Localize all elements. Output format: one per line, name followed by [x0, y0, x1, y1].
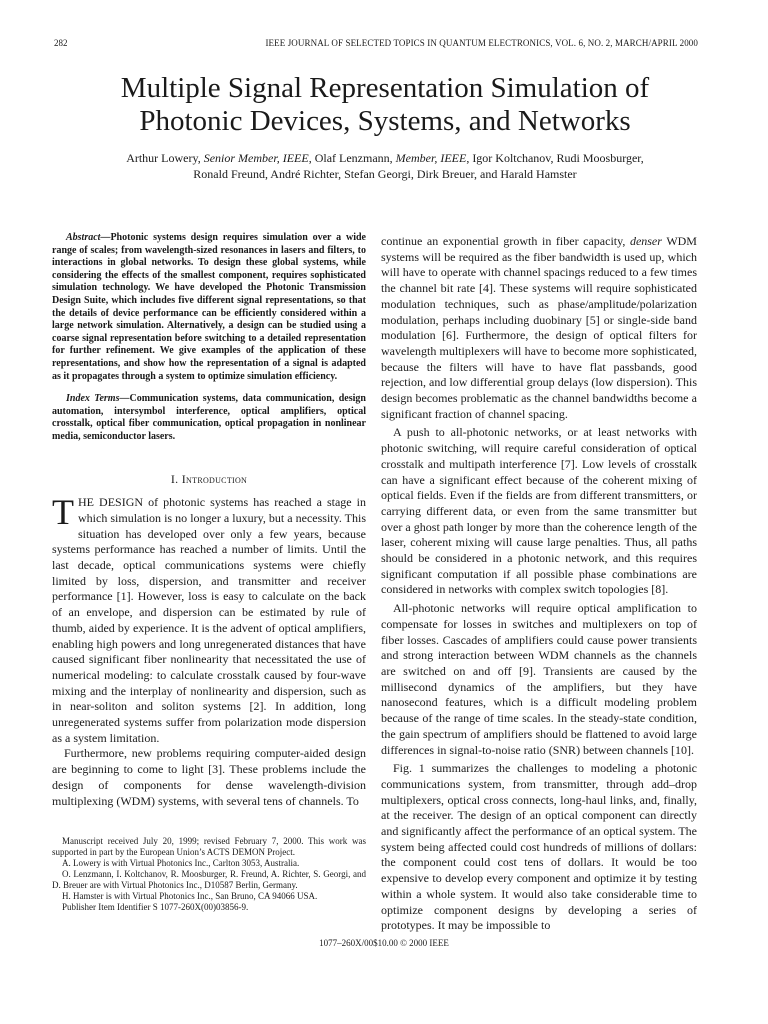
intro-paragraph-2: Furthermore, new problems requiring computer-aided design are beginning to come to light [3]. These problems include the design of components for dense wavelength-division multiplexing (WDM) systems, with several tens of channels. To: [52, 746, 366, 808]
title-line-2: Photonic Devices, Systems, and Networks: [139, 105, 631, 137]
footnote: A. Lowery is with Virtual Photonics Inc., Carlton 3053, Australia.: [62, 858, 300, 868]
footnote: H. Hamster is with Virtual Photonics Inc., San Bruno, CA 94066 USA.: [62, 891, 318, 901]
emphasis-text: denser: [629, 234, 662, 248]
paragraph-text: WDM systems will be required as the fiber bandwidth is used up, which will have to operate with channel spacings reduced to a few times the channel bit rate [4]. These systems will require sophisticated modulation techniques, such as phase/amplitude/polarization modulation, perhaps including duobinary [5] or single-side band modulation [6]. Furthermore, the design of optical filters for wavelength multiplexers will have to become more sophisticated, because the filters will have to have flat passbands, good rejection, and low differential group delays (low dispersion). This design becomes problematic as the channel bandwidths become a significant fraction of channel spacing.: [381, 234, 697, 421]
paragraph-text: HE DESIGN of photonic systems has reached a stage in which simulation is no longer a luxury, but a necessity. This situation has developed over only a few years, because systems performance has reached a number of limits. Until the last decade, optical communications systems were chiefly limited by loss, dispersion, and transmitter and receiver performance [1]. However, loss is easy to calculate on the back of an envelope, and dispersion can be estimated by rule of thumb, aided by experience. It is the advent of optical amplifiers, enabling high powers and long unregenerated distances that have caused significant fiber nonlinearity that necessitated the use of numerical modeling: to calculate crosstalk caused by four-wave mixing and the interplay of nonlinearity and dispersion, such as in near-soliton and soliton systems [2]. In addition, long unregenerated systems suffer from polarization mode dispersion as a system limitation.: [52, 495, 366, 745]
running-header: IEEE JOURNAL OF SELECTED TOPICS IN QUANTUM ELECTRONICS, VOL. 6, NO. 2, MARCH/APRIL 2000: [265, 38, 698, 48]
footnote: Publisher Item Identifier S 1077-260X(00)03856-9.: [62, 902, 249, 912]
footnote: Manuscript received July 20, 1999; revised February 7, 2000. This work was supported in part by the European Union’s ACTS DEMON Project.: [52, 836, 366, 857]
paper-title: [40, 72, 730, 138]
author-list: [40, 150, 730, 182]
right-paragraph-3: All-photonic networks will require optical amplification to compensate for losses in switches and multiplexers on top of fiber losses. Cascades of amplifiers could cause power transients and strong interaction between WDM channels as the channels are switched on and off [9]. Transients are caused by the millisecond dynamics of the amplifiers, but they have nanosecond features, which is a difficult modeling problem because of the range of time scales. In the steady-state condition, the gain spectrum of amplifiers should be flattened to avoid large differences in signal-to-noise ratio (SNR) between channels [10].: [381, 601, 697, 757]
right-paragraph-4: Fig. 1 summarizes the challenges to modeling a photonic communications system, from transmitter, through add–drop multiplexers, optical cross connects, long-haul links, and, finally, at the receiver. The design of an optical component can directly and significantly affect the performance of an optical system. The system being affected could cost hundreds of millions of dollars: the component could cost tens of dollars. It would be too expensive to develop every component and optimize it by testing within a whole system. It would also take considerable time to optimize component designs by developing a series of prototypes. It may be impossible to: [381, 761, 697, 933]
index-terms-label: Index Terms—: [66, 393, 130, 405]
paragraph-text: continue an exponential growth in fiber capacity,: [381, 234, 626, 248]
drop-cap: T: [52, 492, 74, 533]
section-heading: I. Introduction: [170, 471, 248, 486]
index-terms: [52, 393, 366, 443]
intro-paragraph-1: [52, 492, 366, 746]
right-paragraph-2: A push to all-photonic networks, or at least networks with photonic switching, will require careful consideration of optical crosstalk and multipath interference [7]. Low levels of crosstalk can have a significant effect because of the coherent mixing of optical fields. Even if the fields are from different transmitters, or carrying different data, or even from the same transmitter but over a ghost path longer by more than the coherence length of the laser, coherent mixing will cause large penalties. Thus, all paths should be considered in a photonic network, and this requires significant computation if all possible phase combinations are considered in networks with complex switch topologies [8].: [381, 425, 697, 597]
abstract-text: Photonic systems design requires simulation over a wide range of scales; from wavelength-sized resonances in lasers and filters, to interactions in global networks. To design these global systems, while considering the effects of the smallest component, requires sophisticated simulation technology. We have developed the Photonic Transmission Design Suite, which includes five different signal representations, so that the details of device performance can be efficiently considered within a large network simulation. Alternatively, a design can be studied using a coarse signal representation before switching to a detailed representation for further refinement. We give examples of the application of these representations, and show how the representation of a signal is adapted as it propagates through a system to optimize simulation efficiency.: [52, 232, 366, 382]
author-name: Olaf Lenzmann: [314, 151, 390, 165]
author-name: Arthur Lowery: [126, 151, 198, 165]
authors-line-2: Ronald Freund, André Richter, Stefan Georgi, Dirk Breuer, and Harald Hamster: [193, 167, 577, 181]
right-column: [381, 234, 697, 937]
index-terms-text: Communication systems, data communication, design automation, intersymbol interference, optical amplifiers, optical crosstalk, optical fiber communication, optical propagation in nonlinear media, semiconductor lasers.: [52, 393, 366, 442]
title-line-1: Multiple Signal Representation Simulation of: [120, 72, 650, 104]
footnotes: [52, 836, 366, 913]
right-paragraph-1: [381, 234, 697, 422]
abstract: [52, 232, 366, 383]
copyright-footer: 1077–260X/00$10.00 © 2000 IEEE: [319, 938, 449, 948]
page-number: 282: [54, 38, 68, 48]
author-role: Member, IEEE: [395, 151, 467, 165]
left-column: [52, 232, 366, 809]
footnote: O. Lenzmann, I. Koltchanov, R. Moosburger, R. Freund, A. Richter, S. Georgi, and D. Breuer are with Virtual Photonics Inc., D10587 Berlin, Germany.: [52, 869, 366, 890]
author-names: Igor Koltchanov, Rudi Moosburger,: [472, 151, 644, 165]
author-role: Senior Member, IEEE: [203, 151, 309, 165]
abstract-label: Abstract—: [66, 232, 111, 243]
authors-line-1: Arthur Lowery, Senior Member, IEEE, Olaf Lenzmann, Member, IEEE, Igor Koltchanov, Rudi Moosburger,: [126, 151, 644, 165]
